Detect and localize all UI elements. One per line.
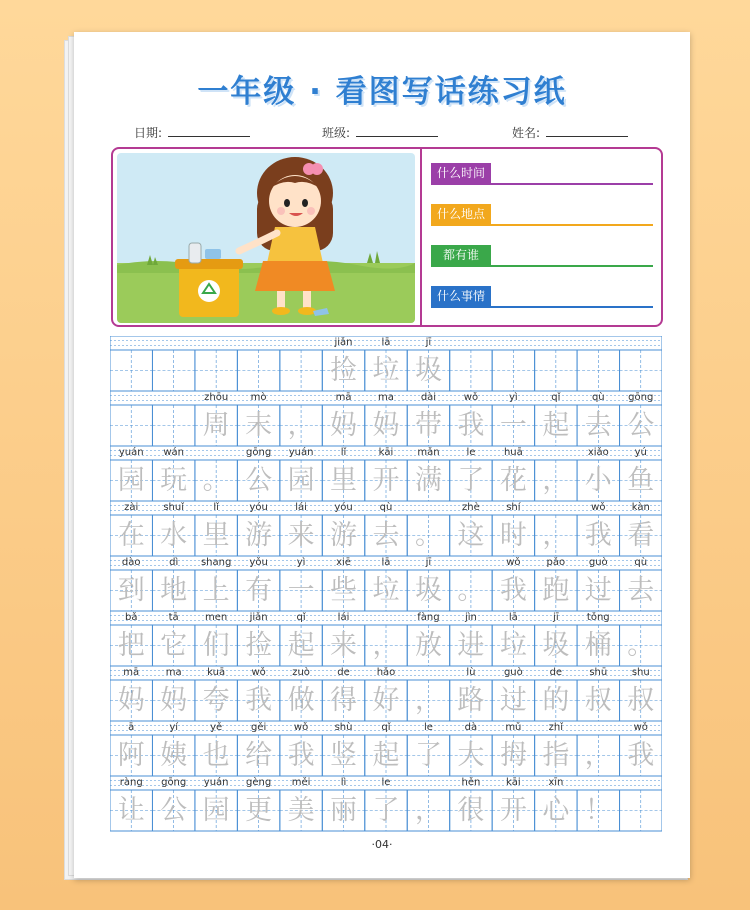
- pinyin-text: dì: [169, 557, 179, 568]
- tracing-character: 也: [202, 740, 230, 771]
- tracing-character: 花: [499, 465, 527, 496]
- tracing-character: 我: [457, 410, 485, 441]
- pinyin-text: guò: [588, 557, 608, 568]
- tracing-character: 让: [117, 795, 145, 826]
- tracing-character: 指: [542, 740, 570, 771]
- tracing-character: 开: [372, 465, 400, 496]
- worksheet-page: [74, 32, 690, 878]
- pinyin-text: zhōu: [204, 392, 229, 403]
- pinyin-text: yì: [509, 392, 518, 403]
- tracing-character: ，: [542, 465, 570, 496]
- pinyin-text: yì: [296, 557, 306, 568]
- pinyin-text: zhǐ: [548, 722, 564, 733]
- prompt-where-line: [431, 224, 653, 226]
- pinyin-text: mǔ: [505, 722, 522, 733]
- pinyin-text: yě: [210, 722, 223, 733]
- prompt-where: [431, 204, 653, 226]
- tracing-character: 公: [160, 795, 188, 826]
- tracing-character: 夸: [202, 685, 230, 716]
- pinyin-text: yóu: [249, 502, 268, 513]
- pinyin-text: xiē: [336, 557, 351, 568]
- pinyin-text: shu: [631, 667, 650, 678]
- tracing-character: 在: [117, 520, 145, 551]
- pinyin-text: mā: [335, 392, 352, 403]
- pinyin-text: lǐ: [340, 447, 347, 458]
- tracing-character: 了: [372, 795, 400, 826]
- tracing-character: 叔: [584, 685, 612, 716]
- tracing-character: 我: [287, 740, 315, 771]
- pinyin-text: men: [205, 612, 228, 623]
- pinyin-text: ràng: [119, 777, 143, 788]
- pinyin-text: le: [466, 447, 476, 458]
- tracing-character: ，: [584, 740, 612, 771]
- pinyin-text: pǎo: [546, 557, 566, 568]
- tracing-character: 去: [584, 410, 612, 441]
- tracing-character: ，: [287, 410, 315, 441]
- pinyin-text: yǒu: [249, 557, 268, 568]
- tracing-character: 去: [372, 520, 400, 551]
- class-line: [356, 126, 438, 137]
- pinyin-text: zuò: [292, 667, 310, 678]
- pinyin-text: wǒ: [633, 722, 648, 733]
- tracing-character: 捡: [330, 355, 358, 386]
- pinyin-text: qù: [379, 502, 393, 513]
- pinyin-text: shuǐ: [163, 502, 185, 513]
- pinyin-text: zài: [124, 502, 139, 513]
- pinyin-text: kuā: [207, 667, 226, 678]
- name-label: 姓名:: [512, 126, 541, 140]
- pinyin-text: lā: [381, 557, 391, 568]
- worksheet-title: 一年级 · 看图写话练习纸: [197, 74, 567, 110]
- pinyin-text: shí: [506, 502, 521, 513]
- tracing-character: 园: [117, 465, 145, 496]
- prompt-what-line: [431, 306, 653, 308]
- pinyin-text: yuán: [288, 447, 314, 458]
- tracing-character: 过: [584, 575, 612, 606]
- tracing-character: ，: [414, 685, 442, 716]
- tracing-character: 些: [330, 575, 358, 606]
- name-line: [546, 126, 628, 137]
- prompt-what: [431, 286, 653, 308]
- tracing-character: ，: [414, 795, 442, 826]
- pinyin-text: dài: [420, 392, 437, 403]
- pinyin-text: lái: [337, 612, 350, 623]
- tracing-character: 很: [457, 795, 485, 826]
- pinyin-text: jiǎn: [249, 612, 268, 623]
- tracing-character: 鱼: [627, 465, 655, 496]
- tracing-character: 竖: [330, 740, 358, 771]
- pinyin-text: gōng: [246, 447, 272, 458]
- tracing-character: 一: [287, 575, 315, 606]
- pinyin-text: tǒng: [586, 612, 610, 623]
- tracing-character: 桶: [584, 630, 612, 661]
- tracing-character: 里: [330, 465, 358, 496]
- tracing-character: 妈: [160, 685, 188, 716]
- tracing-character: 起: [287, 630, 315, 661]
- tracing-character: 垃: [499, 630, 527, 661]
- pinyin-text: le: [381, 777, 391, 788]
- pinyin-text: jī: [425, 557, 432, 568]
- pinyin-text: gěi: [250, 722, 267, 733]
- pinyin-text: qù: [591, 392, 605, 403]
- prompt-when-line: [431, 183, 653, 185]
- tracing-character: 满: [414, 465, 442, 496]
- pinyin-text: qǐ: [381, 722, 391, 733]
- prompt-who-line: [431, 265, 653, 267]
- pinyin-text: wǒ: [591, 502, 606, 513]
- tracing-character: 好: [372, 685, 400, 716]
- tracing-character: 时: [499, 520, 527, 551]
- pinyin-text: jī: [553, 612, 559, 623]
- tracing-character: 更: [245, 795, 273, 826]
- name-field[interactable]: [512, 124, 628, 141]
- prompt-what-label: 什么事情: [431, 286, 491, 306]
- pinyin-text: gèng: [246, 777, 272, 788]
- pinyin-text: mā: [123, 667, 140, 678]
- tracing-character: 们: [202, 630, 230, 661]
- tracing-character: 。: [627, 630, 655, 661]
- pinyin-text: ā: [128, 722, 135, 733]
- tracing-character: 小: [584, 465, 612, 496]
- tracing-character: 丽: [330, 795, 358, 826]
- tracing-character: 妈: [330, 410, 358, 441]
- pinyin-text: shū: [589, 667, 608, 678]
- tracing-character: 跑: [542, 575, 570, 606]
- pinyin-text: wǒ: [293, 722, 309, 733]
- pinyin-text: yuán: [118, 447, 144, 458]
- pinyin-text: ma: [378, 392, 394, 403]
- tracing-character: 看: [627, 520, 655, 551]
- pinyin-text: dà: [464, 722, 478, 733]
- class-field[interactable]: [322, 124, 438, 141]
- tracing-character: 妈: [117, 685, 145, 716]
- girl-recycling-illustration: [117, 153, 415, 323]
- pinyin-text: ma: [165, 667, 182, 678]
- pinyin-text: de: [549, 667, 563, 678]
- pinyin-text: wǒ: [463, 392, 479, 403]
- pinyin-text: jiǎn: [334, 337, 353, 348]
- tracing-character: 路: [457, 685, 485, 716]
- tracing-character: 游: [330, 520, 358, 551]
- tracing-character: 里: [202, 520, 230, 551]
- tracing-character: 游: [245, 520, 273, 551]
- pinyin-text: zhè: [462, 502, 480, 513]
- tracing-character: 心: [542, 795, 570, 826]
- pinyin-text: mǎn: [417, 447, 440, 458]
- pinyin-text: yí: [169, 722, 179, 733]
- tracing-character: 妈: [372, 410, 400, 441]
- tracing-character: 的: [542, 685, 570, 716]
- pinyin-text: wǒ: [506, 557, 521, 568]
- pinyin-text: lā: [381, 337, 391, 348]
- tracing-character: 。: [414, 520, 442, 551]
- tracing-character: 一: [499, 410, 527, 441]
- tracing-character: 玩: [160, 465, 188, 496]
- date-field[interactable]: [134, 124, 250, 141]
- pinyin-text: gōng: [161, 777, 187, 788]
- pinyin-text: hěn: [461, 777, 481, 788]
- pinyin-text: shang: [200, 557, 232, 568]
- pinyin-text: yú: [634, 447, 647, 458]
- tracing-character: 我: [499, 575, 527, 606]
- tracing-character: 来: [330, 630, 358, 661]
- prompt-who: [431, 245, 653, 267]
- pinyin-text: qù: [634, 557, 648, 568]
- pinyin-text: fàng: [417, 612, 440, 623]
- tracing-character: 了: [457, 465, 485, 496]
- tracing-character: 上: [202, 575, 230, 606]
- tracing-character: ！: [584, 795, 612, 826]
- tracing-character: 有: [245, 575, 273, 606]
- tracing-character: 公: [627, 410, 655, 441]
- tracing-character: 开: [499, 795, 527, 826]
- tracing-character: 周: [202, 410, 230, 441]
- tracing-character: 放: [414, 630, 442, 661]
- tracing-character: 姨: [160, 740, 188, 771]
- tracing-character: 拇: [499, 740, 527, 771]
- pinyin-text: mò: [250, 392, 267, 403]
- tracing-character: 起: [372, 740, 400, 771]
- pinyin-text: hǎo: [376, 667, 396, 678]
- tracing-character: 美: [287, 795, 315, 826]
- tracing-character: 我: [584, 520, 612, 551]
- pinyin-text: xīn: [548, 777, 564, 788]
- tracing-character: 。: [202, 465, 230, 496]
- tracing-character: 大: [457, 740, 485, 771]
- pinyin-text: xiǎo: [587, 447, 609, 458]
- tracing-character: 水: [160, 520, 188, 551]
- pinyin-text: lái: [295, 502, 307, 513]
- pinyin-text: jī: [425, 337, 432, 348]
- tracing-character: 了: [414, 740, 442, 771]
- pinyin-text: kāi: [378, 447, 394, 458]
- pinyin-text: yóu: [334, 502, 353, 513]
- tracing-character: 叔: [627, 685, 655, 716]
- tracing-character: 捡: [245, 630, 273, 661]
- frame-divider: [420, 149, 422, 325]
- tracing-character: 这: [457, 520, 485, 551]
- tracing-character: 垃: [372, 575, 400, 606]
- tracing-character: 得: [330, 685, 358, 716]
- pinyin-text: kāi: [506, 777, 521, 788]
- prompt-who-label: 都有谁: [431, 245, 491, 265]
- tracing-character: ，: [542, 520, 570, 551]
- pinyin-text: lì: [340, 777, 347, 788]
- writing-grid: [110, 336, 662, 836]
- pinyin-text: kàn: [631, 502, 650, 513]
- tracing-character: 去: [627, 575, 655, 606]
- tracing-character: 给: [245, 740, 273, 771]
- pinyin-text: shù: [334, 722, 353, 733]
- pinyin-text: yuán: [203, 777, 229, 788]
- tracing-character: 地: [160, 575, 188, 606]
- tracing-character: 我: [627, 740, 655, 771]
- pinyin-text: gōng: [628, 392, 654, 403]
- pinyin-text: qǐ: [296, 612, 306, 623]
- pinyin-text: měi: [291, 777, 311, 788]
- scene-svg: [117, 153, 415, 323]
- tracing-character: 我: [245, 685, 273, 716]
- tracing-character: 到: [117, 575, 145, 606]
- tracing-character: ，: [372, 630, 400, 661]
- class-label: 班级:: [322, 126, 351, 140]
- illustration-frame: [111, 147, 663, 327]
- pinyin-text: qǐ: [551, 392, 561, 403]
- pinyin-text: jìn: [464, 612, 477, 623]
- page-number: ·04·: [371, 838, 393, 851]
- pinyin-text: lā: [508, 612, 518, 623]
- tracing-character: 把: [117, 630, 145, 661]
- pinyin-text: huā: [503, 447, 523, 458]
- pinyin-text: guò: [503, 667, 523, 678]
- pinyin-text: wǒ: [251, 667, 266, 678]
- tracing-character: 进: [457, 630, 485, 661]
- tracing-character: 阿: [117, 740, 145, 771]
- tracing-character: 。: [457, 575, 485, 606]
- tracing-character: 圾: [414, 355, 442, 386]
- pinyin-text: lǐ: [213, 502, 219, 513]
- tracing-character: 它: [160, 630, 188, 661]
- tracing-character: 过: [499, 685, 527, 716]
- pinyin-text: le: [423, 722, 433, 733]
- tracing-character: 圾: [414, 575, 442, 606]
- prompt-where-label: 什么地点: [431, 204, 491, 224]
- tracing-character: 公: [245, 465, 273, 496]
- tracing-character: 末: [245, 410, 273, 441]
- tracing-character: 垃: [372, 355, 400, 386]
- tracing-character: 做: [287, 685, 315, 716]
- prompt-when-label: 什么时间: [431, 163, 491, 183]
- tracing-character: 园: [202, 795, 230, 826]
- pinyin-text: wán: [163, 447, 184, 458]
- tracing-character: 起: [542, 410, 570, 441]
- prompt-when: [431, 163, 653, 185]
- pinyin-text: tā: [168, 612, 179, 623]
- date-line: [168, 126, 250, 137]
- pinyin-text: de: [337, 667, 350, 678]
- date-label: 日期:: [134, 126, 163, 140]
- tracing-character: 园: [287, 465, 315, 496]
- pinyin-text: lù: [466, 667, 476, 678]
- tracing-character: 来: [287, 520, 315, 551]
- tracing-character: 带: [414, 410, 442, 441]
- tracing-character: 圾: [542, 630, 570, 661]
- pinyin-text: dào: [121, 557, 141, 568]
- pinyin-text: bǎ: [124, 612, 138, 623]
